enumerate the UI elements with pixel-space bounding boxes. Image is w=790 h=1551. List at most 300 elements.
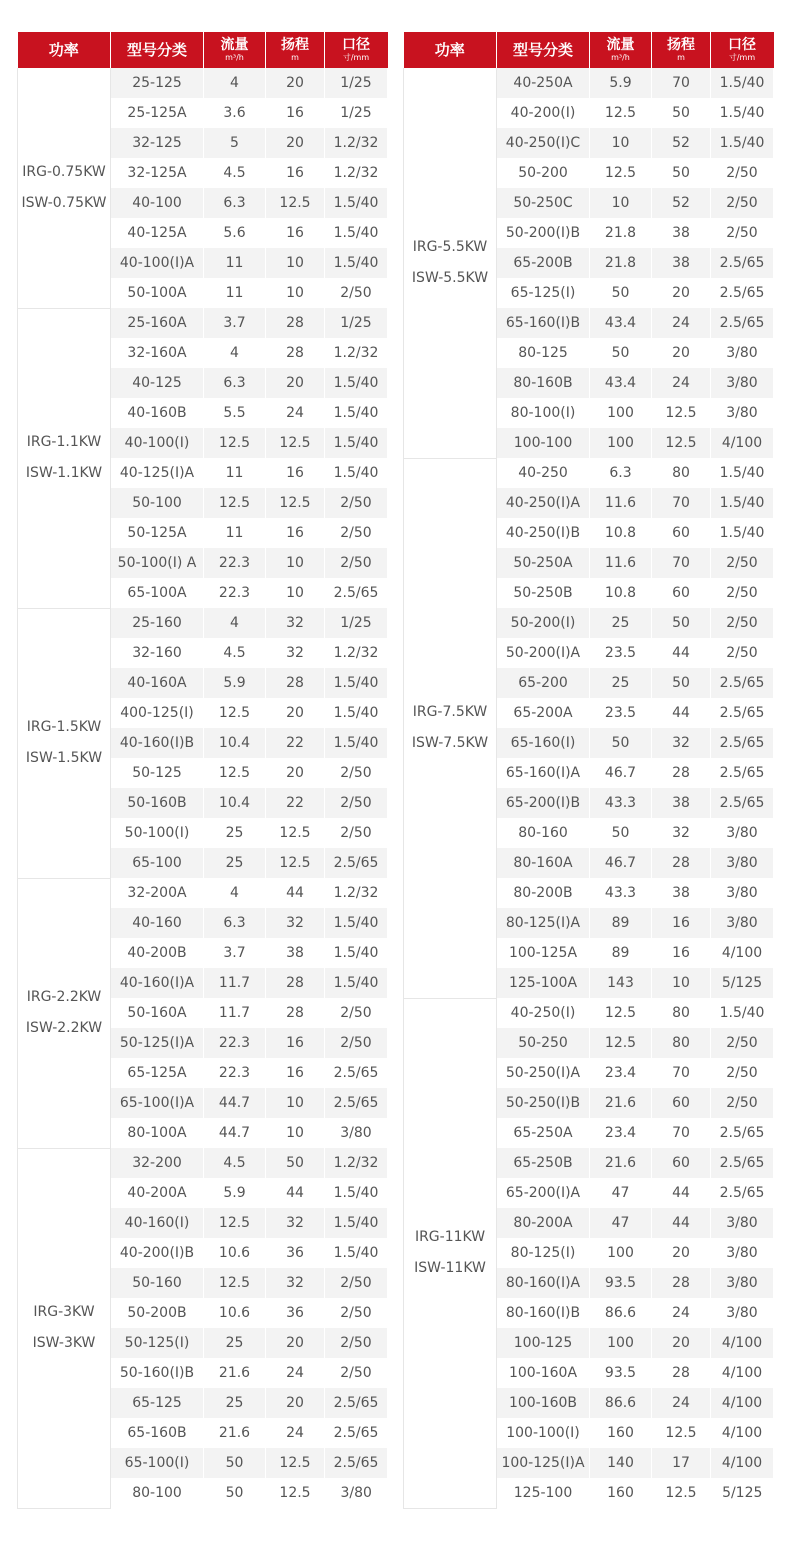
head-cell: 44 — [652, 638, 711, 668]
head-cell: 16 — [266, 1028, 325, 1058]
head-cell: 50 — [652, 668, 711, 698]
diameter-cell: 2/50 — [325, 518, 388, 548]
head-cell: 12.5 — [266, 188, 325, 218]
model-cell: 50-200(I)B — [497, 218, 590, 248]
flow-cell: 89 — [590, 908, 652, 938]
diameter-cell: 1.5/40 — [325, 428, 388, 458]
flow-cell: 25 — [204, 818, 266, 848]
diameter-cell: 1.2/32 — [325, 128, 388, 158]
power-isw-label: ISW-1.1KW — [25, 465, 103, 481]
flow-cell: 5.6 — [204, 218, 266, 248]
model-cell: 65-100(I) — [111, 1448, 204, 1478]
model-cell: 40-250(I)A — [497, 488, 590, 518]
model-cell: 80-160A — [497, 848, 590, 878]
pump-spec-table-right — [403, 32, 774, 1509]
flow-cell: 12.5 — [204, 488, 266, 518]
head-cell: 28 — [266, 338, 325, 368]
flow-cell: 6.3 — [590, 458, 652, 488]
flow-cell: 160 — [590, 1478, 652, 1508]
model-cell: 65-100 — [111, 848, 204, 878]
model-cell: 32-125A — [111, 158, 204, 188]
head-cell: 12.5 — [652, 1418, 711, 1448]
model-cell: 40-250 — [497, 458, 590, 488]
model-cell: 100-100 — [497, 428, 590, 458]
model-cell: 40-160 — [111, 908, 204, 938]
head-cell: 60 — [652, 518, 711, 548]
flow-cell: 23.5 — [590, 698, 652, 728]
model-cell: 40-160A — [111, 668, 204, 698]
head-cell: 38 — [652, 218, 711, 248]
model-cell: 80-160 — [497, 818, 590, 848]
model-cell: 50-250(I)B — [497, 1088, 590, 1118]
diameter-cell: 1.5/40 — [711, 128, 774, 158]
diameter-cell: 2/50 — [325, 278, 388, 308]
flow-cell: 10.4 — [204, 728, 266, 758]
flow-cell: 11.6 — [590, 488, 652, 518]
power-isw-label: ISW-5.5KW — [411, 269, 489, 286]
diameter-cell: 1.5/40 — [325, 968, 388, 998]
diameter-cell: 1.5/40 — [325, 698, 388, 728]
diameter-cell: 1.5/40 — [711, 998, 774, 1028]
model-cell: 50-125(I) — [111, 1328, 204, 1358]
flow-cell: 10.8 — [590, 578, 652, 608]
power-isw-label: ISW-1.5KW — [25, 750, 103, 766]
diameter-cell: 1.2/32 — [325, 878, 388, 908]
head-cell: 38 — [652, 878, 711, 908]
diameter-cell: 1.5/40 — [325, 668, 388, 698]
flow-cell: 23.5 — [590, 638, 652, 668]
table-row — [18, 608, 388, 638]
model-cell: 40-250A — [497, 68, 590, 98]
head-cell: 16 — [266, 158, 325, 188]
diameter-cell: 2/50 — [325, 548, 388, 578]
table-row — [18, 308, 388, 338]
flow-cell: 12.5 — [590, 1028, 652, 1058]
model-cell: 100-100(I) — [497, 1418, 590, 1448]
diameter-cell: 5/125 — [711, 1478, 774, 1508]
diameter-cell: 3/80 — [711, 1268, 774, 1298]
diameter-cell: 2/50 — [325, 758, 388, 788]
head-cell: 24 — [652, 308, 711, 338]
head-cell: 28 — [266, 308, 325, 338]
head-cell: 16 — [652, 908, 711, 938]
head-cell: 50 — [652, 158, 711, 188]
model-cell: 125-100 — [497, 1478, 590, 1508]
head-cell: 16 — [266, 458, 325, 488]
diameter-cell: 1.5/40 — [325, 398, 388, 428]
diameter-cell: 1.5/40 — [711, 98, 774, 128]
model-cell: 40-125(I)A — [111, 458, 204, 488]
diameter-cell: 3/80 — [711, 338, 774, 368]
table-body-left — [18, 68, 388, 1508]
diameter-cell: 2/50 — [711, 1058, 774, 1088]
diameter-cell: 2/50 — [325, 1298, 388, 1328]
head-cell: 16 — [266, 1058, 325, 1088]
flow-cell: 5 — [204, 128, 266, 158]
flow-cell: 25 — [590, 668, 652, 698]
model-cell: 100-125A — [497, 938, 590, 968]
pump-spec-table-left — [17, 32, 388, 1509]
model-cell: 40-125 — [111, 368, 204, 398]
diameter-cell: 2.5/65 — [325, 1088, 388, 1118]
head-cell: 50 — [652, 98, 711, 128]
flow-cell: 11 — [204, 248, 266, 278]
flow-cell: 11.7 — [204, 998, 266, 1028]
model-cell: 40-100 — [111, 188, 204, 218]
diameter-cell: 3/80 — [711, 1238, 774, 1268]
head-cell: 32 — [652, 728, 711, 758]
diameter-cell: 1/25 — [325, 98, 388, 128]
power-isw-label: ISW-0.75KW — [21, 194, 107, 211]
diameter-cell: 1.5/40 — [325, 1208, 388, 1238]
model-cell: 40-160(I)A — [111, 968, 204, 998]
power-irg-label: IRG-11KW — [414, 1229, 486, 1245]
flow-cell: 47 — [590, 1178, 652, 1208]
model-cell: 32-200 — [111, 1148, 204, 1178]
head-cell: 32 — [266, 638, 325, 668]
head-cell: 44 — [266, 878, 325, 908]
diameter-cell: 2/50 — [325, 998, 388, 1028]
diameter-cell: 2.5/65 — [325, 1448, 388, 1478]
flow-cell: 4.5 — [204, 1148, 266, 1178]
flow-cell: 93.5 — [590, 1358, 652, 1388]
header-power: 功率 — [18, 32, 111, 68]
head-cell: 22 — [266, 788, 325, 818]
flow-cell: 4.5 — [204, 638, 266, 668]
power-irg-label: IRG-1.1KW — [26, 434, 102, 450]
model-cell: 80-160(I)A — [497, 1268, 590, 1298]
flow-cell: 12.5 — [204, 1268, 266, 1298]
diameter-cell: 2.5/65 — [325, 1058, 388, 1088]
head-cell: 32 — [266, 1268, 325, 1298]
head-cell: 60 — [652, 1148, 711, 1178]
flow-cell: 21.8 — [590, 248, 652, 278]
diameter-cell: 2/50 — [711, 638, 774, 668]
head-cell: 16 — [266, 518, 325, 548]
head-cell: 44 — [266, 1178, 325, 1208]
head-cell: 28 — [266, 998, 325, 1028]
model-cell: 40-250(I)B — [497, 518, 590, 548]
head-cell: 10 — [266, 278, 325, 308]
flow-cell: 50 — [590, 338, 652, 368]
flow-cell: 6.3 — [204, 368, 266, 398]
model-cell: 65-160B — [111, 1418, 204, 1448]
diameter-cell: 2.5/65 — [325, 848, 388, 878]
flow-cell: 25 — [590, 608, 652, 638]
diameter-cell: 1/25 — [325, 308, 388, 338]
table-row — [18, 1148, 388, 1178]
head-cell: 36 — [266, 1298, 325, 1328]
flow-cell: 22.3 — [204, 578, 266, 608]
flow-cell: 10 — [590, 188, 652, 218]
flow-cell: 25 — [204, 1388, 266, 1418]
flow-cell: 44.7 — [204, 1118, 266, 1148]
power-isw-label: ISW-2.2KW — [25, 1020, 103, 1036]
model-cell: 25-160A — [111, 308, 204, 338]
head-cell: 80 — [652, 458, 711, 488]
flow-cell: 23.4 — [590, 1058, 652, 1088]
diameter-cell: 1.5/40 — [325, 938, 388, 968]
diameter-cell: 2.5/65 — [711, 758, 774, 788]
model-cell: 80-200A — [497, 1208, 590, 1238]
table-header-row — [18, 32, 388, 68]
head-cell: 20 — [652, 1328, 711, 1358]
model-cell: 50-250A — [497, 548, 590, 578]
model-cell: 50-160B — [111, 788, 204, 818]
model-cell: 50-200B — [111, 1298, 204, 1328]
model-cell: 65-100(I)A — [111, 1088, 204, 1118]
flow-cell: 43.3 — [590, 788, 652, 818]
model-cell: 80-125 — [497, 338, 590, 368]
flow-cell: 100 — [590, 1238, 652, 1268]
flow-cell: 12.5 — [204, 758, 266, 788]
model-cell: 100-160B — [497, 1388, 590, 1418]
diameter-cell: 2.5/65 — [325, 1388, 388, 1418]
model-cell: 80-200B — [497, 878, 590, 908]
flow-cell: 21.6 — [590, 1148, 652, 1178]
model-cell: 65-200 — [497, 668, 590, 698]
flow-cell: 46.7 — [590, 848, 652, 878]
power-group-cell — [18, 1148, 111, 1508]
head-cell: 10 — [266, 578, 325, 608]
flow-cell: 3.7 — [204, 938, 266, 968]
model-cell: 125-100A — [497, 968, 590, 998]
head-cell: 16 — [266, 218, 325, 248]
diameter-cell: 2/50 — [325, 1268, 388, 1298]
flow-cell: 21.6 — [204, 1358, 266, 1388]
head-cell: 24 — [652, 368, 711, 398]
model-cell: 65-160(I)A — [497, 758, 590, 788]
diameter-cell: 3/80 — [711, 878, 774, 908]
flow-cell: 89 — [590, 938, 652, 968]
head-cell: 50 — [266, 1148, 325, 1178]
diameter-cell: 2/50 — [325, 788, 388, 818]
power-irg-label: IRG-7.5KW — [412, 704, 488, 720]
flow-cell: 6.3 — [204, 908, 266, 938]
model-cell: 80-160(I)B — [497, 1298, 590, 1328]
model-cell: 40-160(I) — [111, 1208, 204, 1238]
diameter-cell: 3/80 — [711, 1298, 774, 1328]
flow-cell: 12.5 — [590, 158, 652, 188]
diameter-cell: 4/100 — [711, 428, 774, 458]
header-head: 扬程 m — [266, 32, 325, 68]
head-cell: 60 — [652, 1088, 711, 1118]
head-cell: 28 — [652, 1358, 711, 1388]
model-cell: 32-125 — [111, 128, 204, 158]
model-cell: 25-160 — [111, 608, 204, 638]
model-cell: 100-160A — [497, 1358, 590, 1388]
diameter-cell: 2.5/65 — [711, 698, 774, 728]
flow-cell: 10 — [590, 128, 652, 158]
model-cell: 65-160(I)B — [497, 308, 590, 338]
diameter-cell: 4/100 — [711, 938, 774, 968]
model-cell: 50-100A — [111, 278, 204, 308]
diameter-cell: 4/100 — [711, 1418, 774, 1448]
flow-cell: 50 — [204, 1448, 266, 1478]
head-cell: 20 — [652, 278, 711, 308]
flow-cell: 25 — [204, 1328, 266, 1358]
head-cell: 60 — [652, 578, 711, 608]
model-cell: 65-200(I)A — [497, 1178, 590, 1208]
table-header-row — [404, 32, 774, 68]
diameter-cell: 1.5/40 — [711, 488, 774, 518]
head-cell: 12.5 — [266, 428, 325, 458]
head-cell: 44 — [652, 698, 711, 728]
model-cell: 40-200A — [111, 1178, 204, 1208]
model-cell: 50-125A — [111, 518, 204, 548]
flow-cell: 46.7 — [590, 758, 652, 788]
model-cell: 40-125A — [111, 218, 204, 248]
diameter-cell: 3/80 — [711, 368, 774, 398]
head-cell: 44 — [652, 1178, 711, 1208]
flow-cell: 12.5 — [590, 998, 652, 1028]
diameter-cell: 2/50 — [711, 1088, 774, 1118]
model-cell: 100-125 — [497, 1328, 590, 1358]
flow-cell: 6.3 — [204, 188, 266, 218]
model-cell: 80-125(I)A — [497, 908, 590, 938]
model-cell: 50-100(I) — [111, 818, 204, 848]
model-cell: 65-125A — [111, 1058, 204, 1088]
diameter-cell: 1.5/40 — [711, 68, 774, 98]
diameter-cell: 1.2/32 — [325, 158, 388, 188]
table-row — [404, 68, 774, 98]
flow-cell: 11.7 — [204, 968, 266, 998]
flow-cell: 5.9 — [590, 68, 652, 98]
head-cell: 20 — [652, 338, 711, 368]
head-cell: 12.5 — [652, 428, 711, 458]
diameter-cell: 1.5/40 — [325, 248, 388, 278]
diameter-cell: 2.5/65 — [711, 668, 774, 698]
diameter-cell: 2.5/65 — [711, 1118, 774, 1148]
model-cell: 32-160A — [111, 338, 204, 368]
header-flow: 流量 m³/h — [590, 32, 652, 68]
diameter-cell: 3/80 — [711, 398, 774, 428]
flow-cell: 10.4 — [204, 788, 266, 818]
model-cell: 80-100 — [111, 1478, 204, 1508]
table-row — [18, 68, 388, 98]
flow-cell: 160 — [590, 1418, 652, 1448]
flow-cell: 21.6 — [590, 1088, 652, 1118]
diameter-cell: 3/80 — [711, 848, 774, 878]
table-row — [404, 458, 774, 488]
flow-cell: 10.8 — [590, 518, 652, 548]
diameter-cell: 1.2/32 — [325, 338, 388, 368]
diameter-cell: 2/50 — [711, 188, 774, 218]
model-cell: 65-125(I) — [497, 278, 590, 308]
flow-cell: 10.6 — [204, 1238, 266, 1268]
table-row — [18, 878, 388, 908]
diameter-cell: 3/80 — [325, 1118, 388, 1148]
head-cell: 38 — [652, 248, 711, 278]
flow-cell: 25 — [204, 848, 266, 878]
flow-cell: 12.5 — [590, 98, 652, 128]
head-cell: 24 — [266, 398, 325, 428]
model-cell: 40-160(I)B — [111, 728, 204, 758]
diameter-cell: 1.5/40 — [325, 368, 388, 398]
diameter-cell: 2/50 — [711, 1028, 774, 1058]
head-cell: 24 — [266, 1358, 325, 1388]
diameter-cell: 2.5/65 — [325, 1418, 388, 1448]
header-power: 功率 — [404, 32, 497, 68]
flow-cell: 50 — [590, 818, 652, 848]
model-cell: 65-200A — [497, 698, 590, 728]
head-cell: 24 — [652, 1298, 711, 1328]
head-cell: 32 — [266, 608, 325, 638]
model-cell: 80-160B — [497, 368, 590, 398]
power-group-cell — [18, 878, 111, 1148]
flow-cell: 3.6 — [204, 98, 266, 128]
flow-cell: 100 — [590, 428, 652, 458]
head-cell: 10 — [266, 1118, 325, 1148]
header-head: 扬程 m — [652, 32, 711, 68]
flow-cell: 22.3 — [204, 1058, 266, 1088]
head-cell: 20 — [266, 68, 325, 98]
diameter-cell: 2/50 — [325, 1358, 388, 1388]
power-isw-label: ISW-7.5KW — [411, 735, 489, 751]
diameter-cell: 2.5/65 — [711, 728, 774, 758]
flow-cell: 4 — [204, 878, 266, 908]
model-cell: 50-100(I) A — [111, 548, 204, 578]
head-cell: 20 — [266, 698, 325, 728]
flow-cell: 12.5 — [204, 1208, 266, 1238]
flow-cell: 43.3 — [590, 878, 652, 908]
power-isw-label: ISW-3KW — [32, 1335, 96, 1351]
diameter-cell: 1.5/40 — [325, 908, 388, 938]
diameter-cell: 4/100 — [711, 1388, 774, 1418]
model-cell: 50-200(I)A — [497, 638, 590, 668]
diameter-cell: 3/80 — [711, 1208, 774, 1238]
head-cell: 28 — [266, 668, 325, 698]
diameter-cell: 2/50 — [711, 218, 774, 248]
head-cell: 12.5 — [652, 1478, 711, 1508]
model-cell: 40-250(I) — [497, 998, 590, 1028]
head-cell: 52 — [652, 188, 711, 218]
flow-cell: 11 — [204, 518, 266, 548]
model-cell: 50-250 — [497, 1028, 590, 1058]
power-irg-label: IRG-3KW — [33, 1304, 95, 1320]
model-cell: 80-100(I) — [497, 398, 590, 428]
model-cell: 50-160 — [111, 1268, 204, 1298]
flow-cell: 22.3 — [204, 1028, 266, 1058]
diameter-cell: 1.5/40 — [711, 518, 774, 548]
flow-cell: 100 — [590, 398, 652, 428]
flow-cell: 21.6 — [204, 1418, 266, 1448]
diameter-cell: 4/100 — [711, 1358, 774, 1388]
flow-cell: 3.7 — [204, 308, 266, 338]
head-cell: 10 — [266, 548, 325, 578]
head-cell: 20 — [266, 758, 325, 788]
flow-cell: 100 — [590, 1328, 652, 1358]
head-cell: 24 — [652, 1388, 711, 1418]
diameter-cell: 1/25 — [325, 608, 388, 638]
flow-cell: 5.9 — [204, 1178, 266, 1208]
model-cell: 40-200B — [111, 938, 204, 968]
flow-cell: 43.4 — [590, 368, 652, 398]
head-cell: 12.5 — [266, 1448, 325, 1478]
diameter-cell: 2/50 — [325, 1328, 388, 1358]
head-cell: 80 — [652, 998, 711, 1028]
model-cell: 25-125A — [111, 98, 204, 128]
model-cell: 100-125(I)A — [497, 1448, 590, 1478]
head-cell: 22 — [266, 728, 325, 758]
head-cell: 44 — [652, 1208, 711, 1238]
header-diameter: 口径 寸/mm — [711, 32, 774, 68]
power-irg-label: IRG-5.5KW — [412, 238, 488, 255]
flow-cell: 12.5 — [204, 428, 266, 458]
power-group-cell — [18, 608, 111, 878]
power-isw-label: ISW-11KW — [414, 1260, 486, 1276]
power-irg-label: IRG-1.5KW — [26, 719, 102, 735]
